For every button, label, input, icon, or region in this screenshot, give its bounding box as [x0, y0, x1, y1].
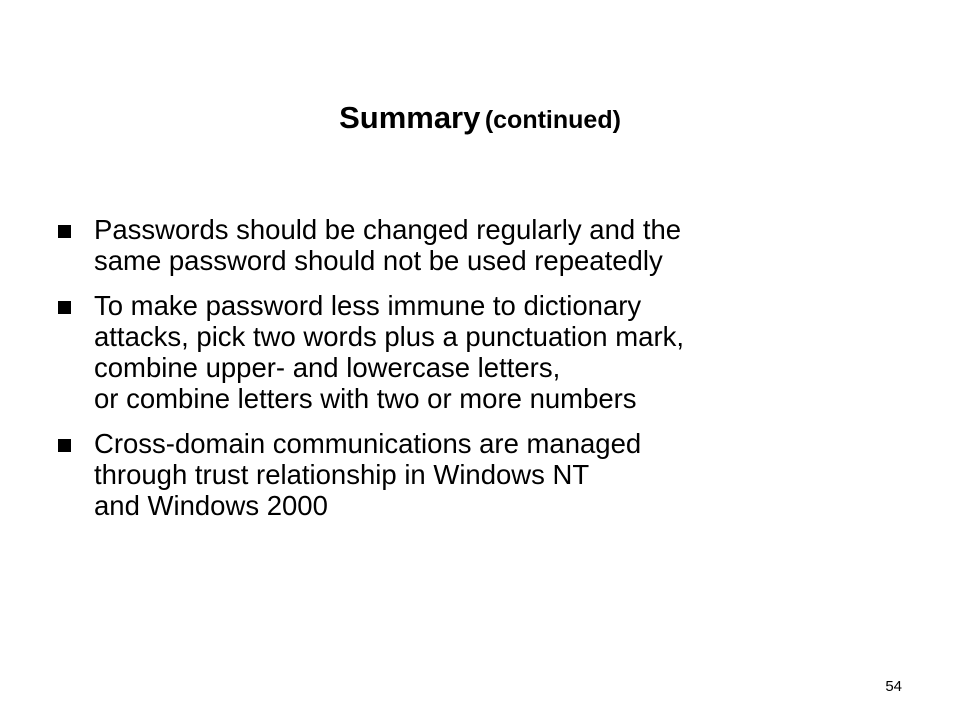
bullet-item	[58, 214, 918, 276]
page-number: 54	[885, 678, 902, 695]
slide-title-sub: (continued)	[484, 106, 621, 134]
slide-title-main: Summary	[339, 100, 481, 135]
bullet-text: Cross-domain communications are managed through trust relationship in Windows NT and Windows 2000	[94, 428, 642, 521]
bullet-text: To make password less immune to dictionary attacks, pick two words plus a punctuation mark, combine upper- and lowercase letters, or combine letters with two or more numbers	[94, 290, 684, 414]
square-bullet-icon	[58, 225, 71, 238]
bullet-text: Passwords should be changed regularly and the same password should not be used repeatedly	[94, 214, 682, 276]
square-bullet-icon	[58, 439, 71, 452]
bullet-item	[58, 428, 918, 521]
bullet-item	[58, 290, 918, 414]
bullet-list	[58, 214, 918, 535]
slide-title	[0, 100, 960, 136]
square-bullet-icon	[58, 301, 71, 314]
